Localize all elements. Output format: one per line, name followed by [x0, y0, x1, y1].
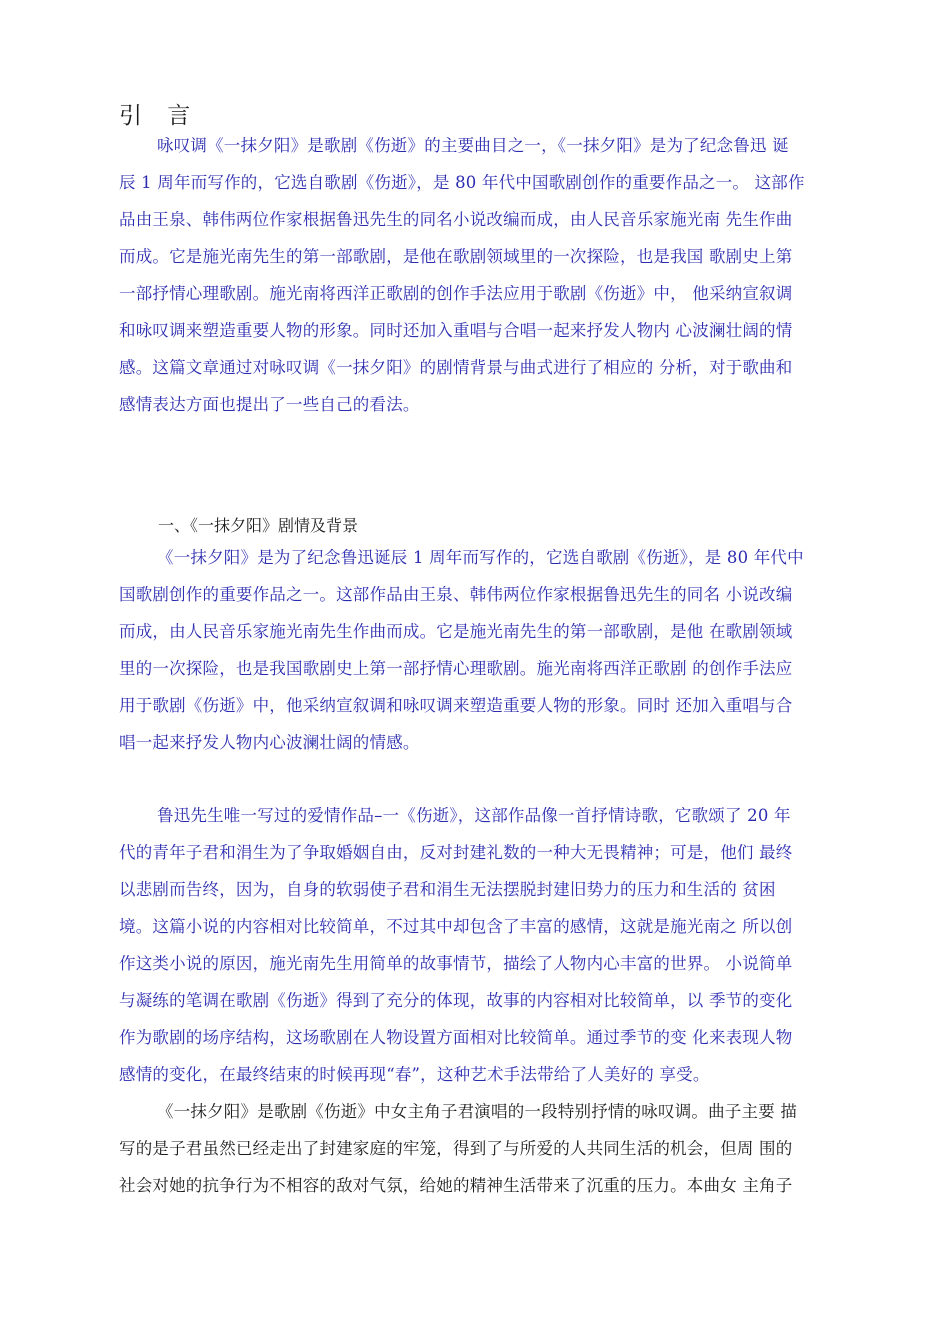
intro-line: 而成。它是施光南先生的第一部歌剧，是他在歌剧领域里的一次探险，也是我国 歌剧史上第	[119, 247, 793, 266]
paragraph-line: 鲁迅先生唯一写过的爱情作品–一《伤逝》，这部作品像一首抒情诗歌，它歌颂了 20 年	[157, 806, 791, 825]
intro-line: 感。这篇文章通过对咏叹调《一抹夕阳》的剧情背景与曲式进行了相应的 分析，对于歌曲和	[119, 358, 793, 377]
page-heading: 引 言	[119, 103, 200, 129]
intro-line: 一部抒情心理歌剧。施光南将西洋正歌剧的创作手法应用于歌剧《伤逝》中， 他采纳宣叙调	[119, 284, 793, 303]
paragraph-line: 国歌剧创作的重要作品之一。这部作品由王泉、韩伟两位作家根据鲁迅先生的同名 小说改编	[119, 585, 793, 604]
paragraph-line: 社会对她的抗争行为不相容的敌对气氛，给她的精神生活带来了沉重的压力。本曲女 主角子	[119, 1176, 793, 1195]
paragraph-line: 《一抹夕阳》是歌剧《伤逝》中女主角子君演唱的一段特别抒情的咏叹调。曲子主要 描	[157, 1102, 798, 1121]
section-title: 一、《一抹夕阳》剧情及背景	[158, 516, 359, 535]
section-paragraph-1	[119, 539, 871, 761]
paragraph-line: 里的一次探险，也是我国歌剧史上第一部抒情心理歌剧。施光南将西洋正歌剧 的创作手法应	[119, 659, 793, 678]
paragraph-line: 代的青年子君和涓生为了争取婚姻自由，反对封建礼数的一种大无畏精神；可是，他们 最终	[119, 843, 793, 862]
intro-line: 品由王泉、韩伟两位作家根据鲁迅先生的同名小说改编而成，由人民音乐家施光南 先生作曲	[119, 210, 793, 229]
paragraph-line: 境。这篇小说的内容相对比较简单，不过其中却包含了丰富的感情，这就是施光南之 所以创	[119, 917, 793, 936]
paragraph-line: 唱一起来抒发人物内心波澜壮阔的情感。	[119, 733, 420, 752]
intro-line: 感情表达方面也提出了一些自己的看法。	[119, 395, 420, 414]
paragraph-line: 而成，由人民音乐家施光南先生作曲而成。它是施光南先生的第一部歌剧，是他 在歌剧领域	[119, 622, 793, 641]
paragraph-line: 写的是子君虽然已经走出了封建家庭的牢笼，得到了与所爱的人共同生活的机会，但周 围的	[119, 1139, 793, 1158]
intro-line: 咏叹调《一抹夕阳》是歌剧《伤逝》的主要曲目之一，《一抹夕阳》是为了纪念鲁迅 诞	[157, 136, 789, 155]
section-paragraph-2	[119, 797, 871, 1093]
paragraph-line: 与凝练的笔调在歌剧《伤逝》得到了充分的体现，故事的内容相对比较简单，以 季节的变化	[119, 991, 793, 1010]
paragraph-line: 以悲剧而告终，因为，自身的软弱使子君和涓生无法摆脱封建旧势力的压力和生活的 贫困	[119, 880, 776, 899]
paragraph-line: 用于歌剧《伤逝》中，他采纳宣叙调和咏叹调来塑造重要人物的形象。同时 还加入重唱与合	[119, 696, 793, 715]
intro-line: 和咏叹调来塑造重要人物的形象。同时还加入重唱与合唱一起来抒发人物内 心波澜壮阔的情	[119, 321, 793, 340]
paragraph-line: 感情的变化，在最终结束的时候再现“春”，这种艺术手法带给了人美好的 享受。	[119, 1065, 710, 1084]
paragraph-line: 作这类小说的原因，施光南先生用简单的故事情节，描绘了人物内心丰富的世界。 小说简单	[119, 954, 793, 973]
paragraph-line: 作为歌剧的场序结构，这场歌剧在人物设置方面相对比较简单。通过季节的变 化来表现人物	[119, 1028, 793, 1047]
paragraph-line: 《一抹夕阳》是为了纪念鲁迅诞辰 1 周年而写作的，它选自歌剧《伤逝》，是 80 年代中	[157, 548, 804, 567]
section-paragraph-3	[119, 1093, 871, 1204]
intro-paragraph	[119, 127, 871, 423]
intro-line: 辰 1 周年而写作的，它选自歌剧《伤逝》，是 80 年代中国歌剧创作的重要作品之一。 这部作	[119, 173, 805, 192]
